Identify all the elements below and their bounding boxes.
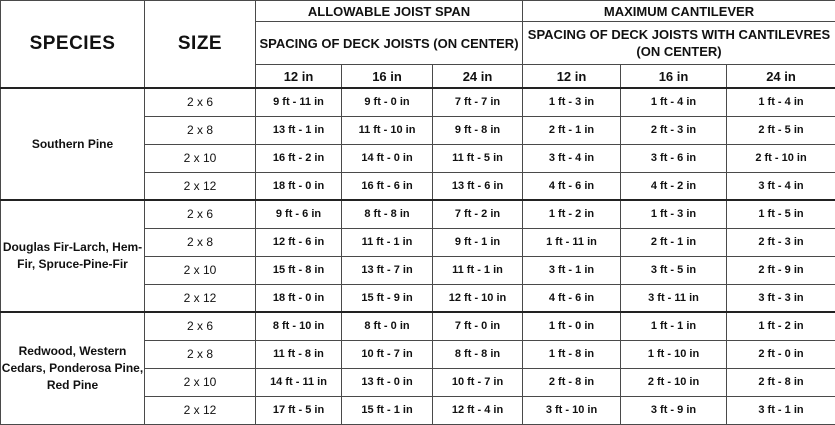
size-cell: 2 x 6 xyxy=(145,88,256,116)
span-value-cell: 12 ft - 6 in xyxy=(256,228,342,256)
span-value-cell: 8 ft - 0 in xyxy=(342,312,433,340)
cantilever-value-cell: 1 ft - 5 in xyxy=(727,200,835,228)
cantilever-value-cell: 2 ft - 1 in xyxy=(621,228,727,256)
cantilever-value-cell: 1 ft - 2 in xyxy=(523,200,621,228)
span-value-cell: 9 ft - 11 in xyxy=(256,88,342,116)
cantilever-value-cell: 2 ft - 8 in xyxy=(727,368,835,396)
span-value-cell: 18 ft - 0 in xyxy=(256,284,342,312)
spacing-header: 12 in xyxy=(256,65,342,89)
span-value-cell: 15 ft - 8 in xyxy=(256,256,342,284)
cantilever-value-cell: 1 ft - 4 in xyxy=(621,88,727,116)
span-value-cell: 13 ft - 0 in xyxy=(342,368,433,396)
span-value-cell: 11 ft - 10 in xyxy=(342,116,433,144)
cantilever-value-cell: 2 ft - 5 in xyxy=(727,116,835,144)
size-cell: 2 x 8 xyxy=(145,116,256,144)
size-header: SIZE xyxy=(145,1,256,89)
cantilever-spacing-subheader: SPACING OF DECK JOISTS WITH CANTILEVRES (ON CENTER) xyxy=(523,22,835,65)
size-cell: 2 x 10 xyxy=(145,144,256,172)
span-value-cell: 14 ft - 11 in xyxy=(256,368,342,396)
cantilever-value-cell: 3 ft - 10 in xyxy=(523,396,621,424)
span-value-cell: 16 ft - 2 in xyxy=(256,144,342,172)
span-value-cell: 11 ft - 8 in xyxy=(256,340,342,368)
span-value-cell: 13 ft - 1 in xyxy=(256,116,342,144)
span-value-cell: 7 ft - 7 in xyxy=(433,88,523,116)
cantilever-value-cell: 2 ft - 10 in xyxy=(727,144,835,172)
span-value-cell: 9 ft - 0 in xyxy=(342,88,433,116)
cantilever-value-cell: 3 ft - 1 in xyxy=(727,396,835,424)
size-cell: 2 x 10 xyxy=(145,368,256,396)
cantilever-value-cell: 3 ft - 9 in xyxy=(621,396,727,424)
span-value-cell: 11 ft - 1 in xyxy=(342,228,433,256)
cantilever-value-cell: 3 ft - 3 in xyxy=(727,284,835,312)
span-value-cell: 8 ft - 8 in xyxy=(433,340,523,368)
span-value-cell: 7 ft - 2 in xyxy=(433,200,523,228)
size-cell: 2 x 8 xyxy=(145,340,256,368)
cantilever-value-cell: 1 ft - 11 in xyxy=(523,228,621,256)
cantilever-value-cell: 3 ft - 11 in xyxy=(621,284,727,312)
cantilever-value-cell: 3 ft - 4 in xyxy=(523,144,621,172)
cantilever-value-cell: 1 ft - 4 in xyxy=(727,88,835,116)
span-value-cell: 8 ft - 10 in xyxy=(256,312,342,340)
table-row xyxy=(1,88,835,116)
span-value-cell: 9 ft - 1 in xyxy=(433,228,523,256)
cantilever-value-cell: 3 ft - 5 in xyxy=(621,256,727,284)
span-value-cell: 9 ft - 6 in xyxy=(256,200,342,228)
species-cell: Southern Pine xyxy=(1,88,145,200)
cantilever-value-cell: 1 ft - 10 in xyxy=(621,340,727,368)
span-value-cell: 17 ft - 5 in xyxy=(256,396,342,424)
table-row xyxy=(1,312,835,340)
span-value-cell: 7 ft - 0 in xyxy=(433,312,523,340)
table-body xyxy=(1,88,835,424)
span-value-cell: 10 ft - 7 in xyxy=(433,368,523,396)
span-value-cell: 15 ft - 9 in xyxy=(342,284,433,312)
span-value-cell: 11 ft - 5 in xyxy=(433,144,523,172)
size-cell: 2 x 8 xyxy=(145,228,256,256)
cantilever-value-cell: 1 ft - 2 in xyxy=(727,312,835,340)
size-cell: 2 x 12 xyxy=(145,284,256,312)
size-cell: 2 x 12 xyxy=(145,396,256,424)
span-value-cell: 15 ft - 1 in xyxy=(342,396,433,424)
size-cell: 2 x 10 xyxy=(145,256,256,284)
cantilever-value-cell: 4 ft - 6 in xyxy=(523,284,621,312)
span-value-cell: 11 ft - 1 in xyxy=(433,256,523,284)
cantilever-value-cell: 2 ft - 8 in xyxy=(523,368,621,396)
species-header: SPECIES xyxy=(1,1,145,89)
max-cantilever-header: MAXIMUM CANTILEVER xyxy=(523,1,835,22)
span-spacing-subheader: SPACING OF DECK JOISTS (ON CENTER) xyxy=(256,22,523,65)
cantilever-value-cell: 1 ft - 1 in xyxy=(621,312,727,340)
cantilever-value-cell: 1 ft - 3 in xyxy=(523,88,621,116)
cantilever-value-cell: 2 ft - 1 in xyxy=(523,116,621,144)
span-value-cell: 9 ft - 8 in xyxy=(433,116,523,144)
size-cell: 2 x 6 xyxy=(145,200,256,228)
spacing-header: 24 in xyxy=(727,65,835,89)
span-value-cell: 10 ft - 7 in xyxy=(342,340,433,368)
span-value-cell: 13 ft - 7 in xyxy=(342,256,433,284)
cantilever-value-cell: 4 ft - 6 in xyxy=(523,172,621,200)
size-cell: 2 x 6 xyxy=(145,312,256,340)
cantilever-value-cell: 1 ft - 8 in xyxy=(523,340,621,368)
cantilever-value-cell: 2 ft - 10 in xyxy=(621,368,727,396)
cantilever-value-cell: 3 ft - 6 in xyxy=(621,144,727,172)
span-value-cell: 16 ft - 6 in xyxy=(342,172,433,200)
table-row xyxy=(1,200,835,228)
span-value-cell: 12 ft - 4 in xyxy=(433,396,523,424)
cantilever-value-cell: 2 ft - 3 in xyxy=(621,116,727,144)
cantilever-value-cell: 2 ft - 3 in xyxy=(727,228,835,256)
species-cell: Redwood, Western Cedars, Ponderosa Pine, Red Pine xyxy=(1,312,145,424)
spacing-header: 16 in xyxy=(342,65,433,89)
cantilever-value-cell: 1 ft - 3 in xyxy=(621,200,727,228)
span-value-cell: 12 ft - 10 in xyxy=(433,284,523,312)
cantilever-value-cell: 2 ft - 9 in xyxy=(727,256,835,284)
span-value-cell: 13 ft - 6 in xyxy=(433,172,523,200)
species-cell: Douglas Fir-Larch, Hem-Fir, Spruce-Pine-Fir xyxy=(1,200,145,312)
span-value-cell: 8 ft - 8 in xyxy=(342,200,433,228)
size-cell: 2 x 12 xyxy=(145,172,256,200)
cantilever-value-cell: 3 ft - 4 in xyxy=(727,172,835,200)
allowable-span-header: ALLOWABLE JOIST SPAN xyxy=(256,1,523,22)
span-value-cell: 14 ft - 0 in xyxy=(342,144,433,172)
spacing-header: 24 in xyxy=(433,65,523,89)
cantilever-value-cell: 4 ft - 2 in xyxy=(621,172,727,200)
cantilever-value-cell: 2 ft - 0 in xyxy=(727,340,835,368)
spacing-header: 12 in xyxy=(523,65,621,89)
cantilever-value-cell: 3 ft - 1 in xyxy=(523,256,621,284)
span-value-cell: 18 ft - 0 in xyxy=(256,172,342,200)
cantilever-value-cell: 1 ft - 0 in xyxy=(523,312,621,340)
spacing-header: 16 in xyxy=(621,65,727,89)
